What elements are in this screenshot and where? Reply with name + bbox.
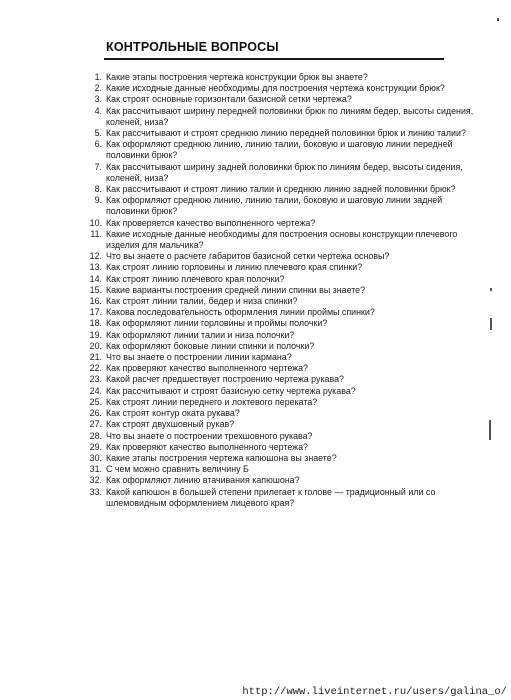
question-number: 5. bbox=[94, 128, 102, 139]
question-text: Как рассчитывают и строят среднюю линию передней половинки брюк и линию талии? bbox=[106, 128, 466, 139]
question-item bbox=[84, 363, 476, 374]
question-number: 7. bbox=[94, 161, 102, 172]
question-item bbox=[84, 218, 476, 229]
question-item bbox=[84, 442, 476, 453]
question-number: 32. bbox=[89, 475, 102, 486]
question-number: 16. bbox=[89, 296, 102, 307]
question-item bbox=[84, 94, 476, 105]
question-item bbox=[84, 307, 476, 318]
question-item bbox=[84, 72, 476, 83]
question-item bbox=[84, 352, 476, 363]
question-text: Что вы знаете о расчете габаритов базисной сетки чертежа основы? bbox=[106, 251, 390, 262]
scan-artifact bbox=[497, 18, 499, 21]
source-url: http://www.liveinternet.ru/users/galina_o/ bbox=[242, 686, 507, 698]
question-item bbox=[84, 419, 476, 430]
page-title: КОНТРОЛЬНЫЕ ВОПРОСЫ bbox=[106, 40, 279, 54]
question-text: Как строят линию плечевого края полочки? bbox=[106, 273, 285, 284]
question-number: 22. bbox=[89, 363, 102, 374]
question-text: Как строят линию горловины и линию плечевого края спинки? bbox=[106, 262, 363, 273]
question-text: Какие варианты построения средней линии спинки вы знаете? bbox=[106, 284, 366, 295]
question-item bbox=[84, 106, 476, 128]
question-item bbox=[84, 296, 476, 307]
question-number: 15. bbox=[89, 284, 102, 295]
question-text: Как рассчитывают ширину задней половинки брюк по линиям бедер, высоты сидения, коленей, низа? bbox=[106, 161, 463, 183]
question-item bbox=[84, 195, 476, 217]
questions-list bbox=[84, 72, 476, 509]
question-item bbox=[84, 318, 476, 329]
question-number: 17. bbox=[89, 307, 102, 318]
question-number: 26. bbox=[89, 408, 102, 419]
title-underline bbox=[104, 58, 444, 60]
question-item bbox=[84, 431, 476, 442]
question-text: Какова последовательность оформления линии проймы спинки? bbox=[106, 307, 375, 318]
question-number: 9. bbox=[94, 195, 102, 206]
question-text: Какие исходные данные необходимы для построения чертежа конструкции брюк? bbox=[106, 83, 445, 94]
question-number: 20. bbox=[89, 340, 102, 351]
question-item bbox=[84, 285, 476, 296]
question-number: 12. bbox=[89, 251, 102, 262]
scan-artifact bbox=[490, 288, 492, 291]
question-number: 2. bbox=[94, 83, 102, 94]
question-number: 14. bbox=[89, 273, 102, 284]
question-number: 1. bbox=[94, 72, 102, 82]
question-number: 33. bbox=[89, 486, 102, 497]
question-item bbox=[84, 464, 476, 475]
question-text: Какие этапы построения чертежа конструкции брюк вы знаете? bbox=[106, 72, 368, 82]
question-number: 4. bbox=[94, 105, 102, 116]
question-text: Как строят контур оката рукава? bbox=[106, 408, 240, 419]
question-number: 13. bbox=[89, 262, 102, 273]
question-number: 23. bbox=[89, 374, 102, 385]
question-text: Какой расчет предшествует построению чертежа рукава? bbox=[106, 374, 344, 385]
question-text: Какие исходные данные необходимы для построения основы конструкции плечевого изделия для мальчика? bbox=[106, 228, 458, 251]
question-text: Как оформляют линии горловины и проймы полочки? bbox=[106, 318, 328, 329]
question-item bbox=[84, 374, 476, 385]
question-text: Какой капюшон в большей степени прилегает к голове — традиционный или со шлемовидным оформлением лицевого края? bbox=[106, 486, 436, 508]
question-item bbox=[84, 330, 476, 341]
question-item bbox=[84, 83, 476, 94]
question-text: Как строят линии талии, бедер и низа спинки? bbox=[106, 296, 298, 307]
question-number: 28. bbox=[89, 430, 102, 441]
question-number: 24. bbox=[89, 385, 102, 396]
question-item bbox=[84, 408, 476, 419]
question-number: 25. bbox=[89, 396, 102, 407]
question-number: 29. bbox=[89, 441, 102, 452]
question-number: 11. bbox=[90, 228, 102, 239]
question-item bbox=[84, 475, 476, 486]
question-text: Как проверяется качество выполненного чертежа? bbox=[106, 217, 316, 228]
question-item bbox=[84, 386, 476, 397]
question-text: Как проверяют качество выполненного чертежа? bbox=[106, 363, 308, 374]
question-text: Как оформляют среднюю линию, линию талии, боковую и шаговую линии передней половинки брюк? bbox=[106, 139, 453, 161]
question-number: 30. bbox=[89, 452, 102, 463]
question-text: Как оформляют линии талии и низа полочки? bbox=[106, 329, 295, 340]
question-item bbox=[84, 262, 476, 273]
question-text: Как строят линии переднего и локтевого переката? bbox=[106, 396, 318, 407]
question-number: 31. bbox=[89, 464, 102, 475]
question-text: Как оформляют линию втачивания капюшона? bbox=[106, 475, 300, 486]
question-text: Что вы знаете о построении трехшовного рукава? bbox=[106, 430, 313, 441]
question-item bbox=[84, 229, 476, 251]
question-item bbox=[84, 139, 476, 161]
scan-artifact bbox=[490, 318, 492, 330]
question-number: 8. bbox=[94, 184, 102, 195]
question-text: Как проверяют качество выполненного чертежа? bbox=[106, 441, 308, 452]
question-text: Как рассчитывают и строят базисную сетку чертежа рукава? bbox=[106, 385, 356, 396]
question-text: Как строят двухшовный рукав? bbox=[106, 419, 235, 430]
question-text: Как оформляют боковые линии спинки и полочки? bbox=[106, 340, 315, 351]
question-number: 10. bbox=[89, 217, 102, 228]
question-item bbox=[84, 397, 476, 408]
question-item bbox=[84, 184, 476, 195]
question-text: Какие этапы построения чертежа капюшона вы знаете? bbox=[106, 452, 337, 463]
question-item bbox=[84, 274, 476, 285]
question-item bbox=[84, 453, 476, 464]
question-number: 6. bbox=[94, 139, 102, 150]
question-text: Что вы знаете о построении линии кармана? bbox=[106, 352, 292, 363]
question-number: 3. bbox=[94, 94, 102, 105]
question-text: Как оформляют среднюю линию, линию талии, боковую и шаговую линии задней половинки брюк? bbox=[106, 195, 443, 217]
question-text: Как рассчитывают ширину передней половинки брюк по линиям бедер, высоты сидения, коленей, низа? bbox=[106, 105, 474, 127]
question-number: 19. bbox=[89, 329, 102, 340]
scan-artifact bbox=[489, 420, 491, 440]
question-item bbox=[84, 162, 476, 184]
question-item bbox=[84, 487, 476, 509]
question-item bbox=[84, 128, 476, 139]
question-number: 27. bbox=[89, 419, 102, 430]
question-number: 21. bbox=[89, 352, 102, 363]
question-text: С чем можно сравнить величину Б bbox=[106, 464, 249, 475]
question-number: 18. bbox=[89, 318, 102, 329]
question-text: Как строят основные горизонтали базисной сетки чертежа? bbox=[106, 94, 352, 105]
question-text: Как рассчитывают и строят линию талии и среднюю линию задней половинки брюк? bbox=[106, 184, 456, 195]
question-item bbox=[84, 341, 476, 352]
question-item bbox=[84, 251, 476, 262]
